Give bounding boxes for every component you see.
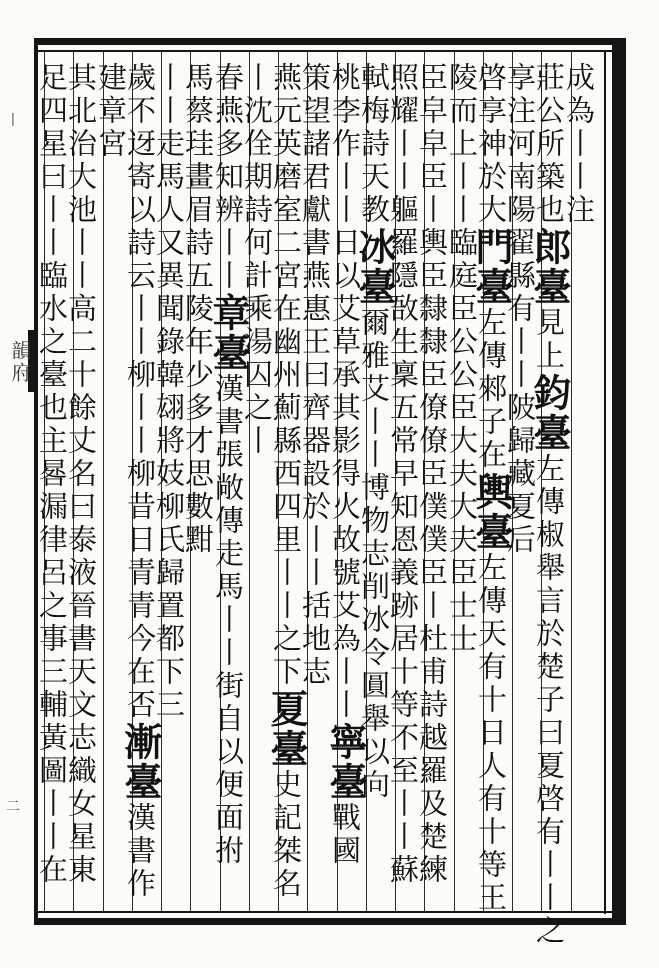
text-segment: 戰國 bbox=[328, 802, 362, 868]
text-column bbox=[181, 62, 218, 910]
margin-mark-top: 丨 bbox=[6, 113, 20, 129]
text-segment: 策望諸君獻書燕惠王曰齊器設於丨丨括地志 bbox=[298, 62, 332, 689]
text-column bbox=[264, 62, 309, 910]
text-column bbox=[445, 62, 482, 910]
top-inner-rule bbox=[34, 50, 626, 52]
heading-term: 夏臺 bbox=[264, 689, 309, 769]
heading-term: 鈞臺 bbox=[527, 373, 572, 453]
text-segment: 桃李作丨丨日以艾草承其影得火故號艾為丨丨 bbox=[328, 62, 362, 722]
heading-term: 冰臺 bbox=[352, 227, 397, 307]
text-column bbox=[94, 62, 131, 910]
text-segment: 其北治大池丨丨高二十餘丈名曰泰液晉書天文志織女星東 bbox=[64, 62, 98, 887]
text-column bbox=[298, 62, 335, 910]
text-column bbox=[469, 62, 514, 915]
text-segment: 燕元英磨室二宮在幽州薊縣西四里丨丨之下 bbox=[269, 62, 303, 689]
heading-term: 寧臺 bbox=[323, 722, 368, 802]
text-segment: 足四星曰丨丨臨水之臺也主晷漏律呂之事三輔黃圖丨丨在 bbox=[35, 62, 69, 887]
text-segment: 爾雅艾丨丨博物志削冰令圓舉以向 bbox=[357, 307, 391, 802]
text-segment: 馬蔡珪畫眉詩五陵年少多才思數黚 bbox=[181, 62, 215, 557]
heading-term: 漸臺 bbox=[118, 722, 163, 802]
text-segment: 成為丨丨注 bbox=[562, 62, 596, 227]
text-segment: 莊公所築也 bbox=[532, 62, 566, 227]
text-segment: 左傳天有十日人有十等王 bbox=[474, 552, 508, 915]
heading-term: 章臺 bbox=[206, 293, 251, 373]
text-segment: 陵而上丨丨臨庭 bbox=[445, 62, 479, 293]
text-column bbox=[386, 62, 423, 910]
heading-term: 門臺 bbox=[469, 227, 514, 307]
text-column bbox=[352, 62, 397, 910]
text-segment: 漢書作 bbox=[123, 802, 157, 901]
text-segment: 漢書張敞傳走馬丨丨街自以便面拊 bbox=[211, 373, 245, 868]
text-segment: 丨沈佺期詩何計乘 bbox=[240, 62, 274, 326]
text-segment: 左傳椒舉言於楚子曰夏啓有丨丨之 bbox=[532, 453, 566, 948]
top-border-rule bbox=[34, 38, 626, 45]
margin-mark-bottom: 二 bbox=[6, 799, 20, 815]
text-column bbox=[152, 62, 189, 910]
text-segment: 歲不迓寄以詩云丨丨柳丨丨柳昔日青青今在否 bbox=[123, 62, 157, 722]
page-margin bbox=[0, 40, 34, 924]
text-segment: 臣皁皁臣丨輿臣隸隸臣僚僚臣僕僕臣丨杜甫詩越羅及楚練 bbox=[415, 62, 449, 887]
text-column bbox=[415, 62, 452, 910]
text-segment: 春燕多知辨丨丨 bbox=[211, 62, 245, 293]
text-column bbox=[118, 62, 163, 910]
text-column bbox=[35, 62, 72, 910]
text-column bbox=[323, 62, 368, 910]
right-border-rule bbox=[612, 40, 626, 924]
text-column bbox=[206, 62, 251, 910]
text-column bbox=[562, 62, 599, 910]
text-column bbox=[503, 62, 540, 910]
text-segment: 湯囚之丨 bbox=[240, 326, 274, 458]
text-segment: 丨丨走馬人又異聞錄韓翃將妓柳氏歸置都下三 bbox=[152, 62, 186, 722]
text-segment: 軾梅詩天教 bbox=[357, 62, 391, 227]
text-column bbox=[64, 62, 101, 910]
heading-term: 輿臺 bbox=[469, 472, 514, 552]
margin-title: 韻府 bbox=[8, 340, 32, 384]
text-segment: 享注河南陽翟縣有丨丨陂歸藏夏后 bbox=[503, 62, 537, 557]
text-segment: 啓享神於大 bbox=[474, 62, 508, 227]
text-column bbox=[527, 62, 572, 948]
text-column bbox=[240, 62, 277, 910]
right-inner-rule bbox=[604, 50, 606, 914]
text-segment: 臣公公臣大夫大夫臣士士 bbox=[445, 293, 479, 656]
text-segment: 史記桀名 bbox=[269, 769, 303, 901]
text-segment: 建章宮 bbox=[94, 62, 128, 161]
text-segment: 左傳郲子在 bbox=[474, 307, 508, 472]
text-segment: 見上 bbox=[532, 307, 566, 373]
heading-term: 郎臺 bbox=[527, 227, 572, 307]
text-segment: 照耀丨丨軀羅隱敔生稟五常早知恩義跡居十等不至丨丨蘇 bbox=[386, 62, 420, 887]
